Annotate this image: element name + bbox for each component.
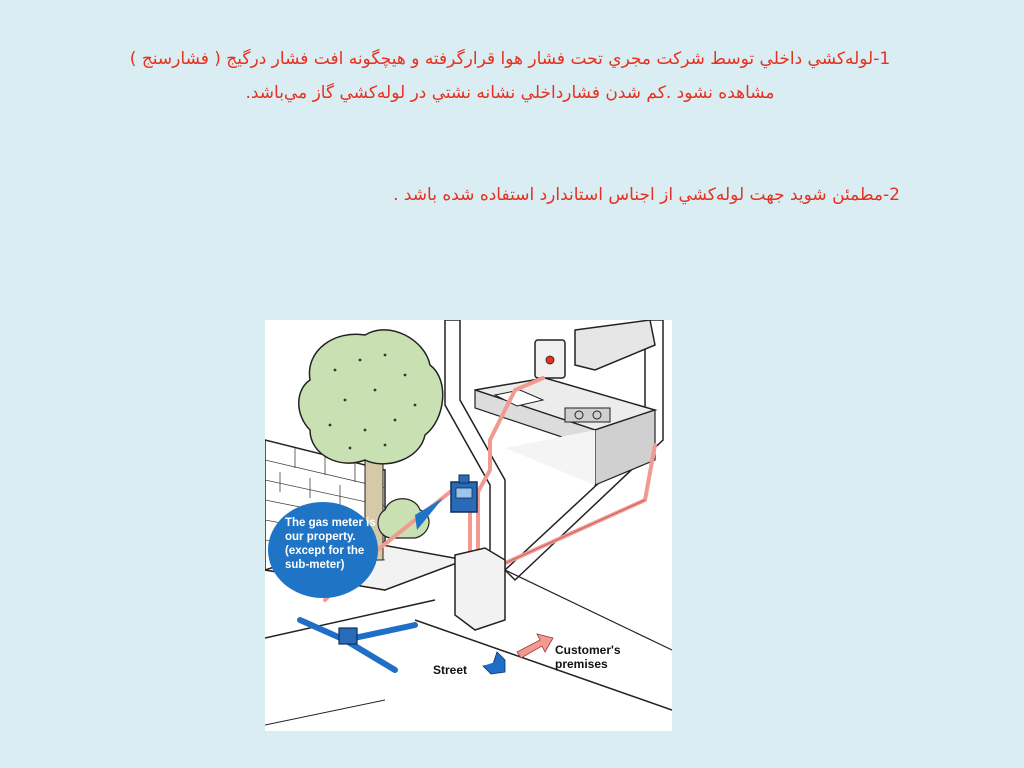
callout-line-3: (except for the [285,545,365,557]
instruction-paragraph-2: 2-مطمئن شويد جهت لوله‌كشي از اجناس استاندارد استفاده شده باشد . [393,185,900,205]
callout-line-2: our property. [285,531,356,543]
callout-line-1: The gas meter is [285,517,376,529]
street-label: Street [433,663,468,677]
premises-label-line-2: premises [555,657,608,671]
callout-line-4: sub-meter) [285,559,345,571]
premises-label-line-1: Customer's [555,643,621,657]
gas-piping-illustration [265,320,672,731]
gas-meter [451,475,477,512]
sub-meter-valve [339,628,357,644]
instruction-paragraph-1: 1-لوله‌كشي داخلي توسط شركت مجري تحت فشار هوا قرارگرفته و هيچگونه افت فشار درگيج ( فشارسنج ) مشاهده نشود .كم شدن فشارداخلي نشانه نشتي در لوله‌كشي گاز مي‌باشد. [129,49,891,103]
